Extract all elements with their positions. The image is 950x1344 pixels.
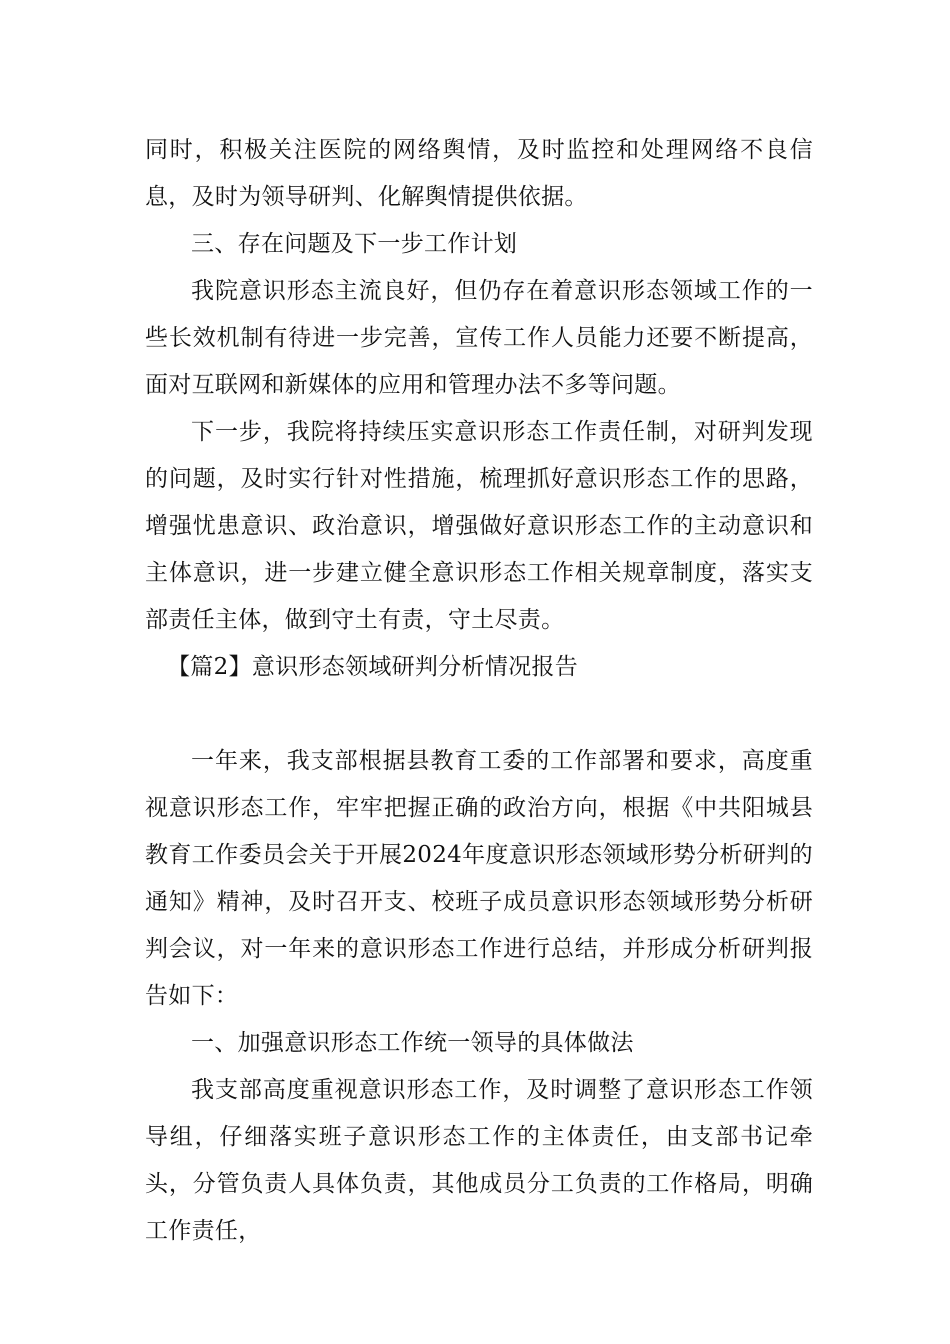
section-heading-unified-leadership: 一、加强意识形态工作统一领导的具体做法 — [191, 1030, 634, 1056]
body-paragraph: 一年来，我支部根据县教育工委的工作部署和要求，高度重视意识形态工作，牢牢把握正确的政治方向，根据《中共阳城县教育工作委员会关于开展2024年度意识形态领域形势分析研判的通知》精神，及时召开支、校班子成员意识形态领域形势分析研判会议，对一年来的意识形态工作进行总结，并形成分析研判报告如下： — [145, 748, 813, 1009]
body-paragraph: 下一步，我院将持续压实意识形态工作责任制，对研判发现的问题，及时实行针对性措施，梳理抓好意识形态工作的思路，增强忧患意识、政治意识，增强做好意识形态工作的主动意识和主体意识，进一步建立健全意识形态工作相关规章制度，落实支部责任主体，做到守土有责，守土尽责。 — [145, 419, 813, 633]
body-paragraph: 我支部高度重视意识形态工作，及时调整了意识形态工作领导组，仔细落实班子意识形态工作的主体责任，由支部书记牵头，分管负责人具体负责，其他成员分工负责的工作格局，明确工作责任， — [145, 1077, 813, 1244]
document-body — [145, 127, 813, 1255]
continuation-paragraph: 同时，积极关注医院的网络舆情，及时监控和处理网络不良信息，及时为领导研判、化解舆情提供依据。 — [145, 137, 813, 210]
blank-line — [145, 691, 813, 738]
article-title: 【篇2】意识形态领域研判分析情况报告 — [167, 654, 579, 680]
body-paragraph: 我院意识形态主流良好，但仍存在着意识形态领域工作的一些长效机制有待进一步完善，宣传工作人员能力还要不断提高，面对互联网和新媒体的应用和管理办法不多等问题。 — [145, 278, 813, 398]
section-heading-problems-and-plan: 三、存在问题及下一步工作计划 — [191, 231, 518, 257]
